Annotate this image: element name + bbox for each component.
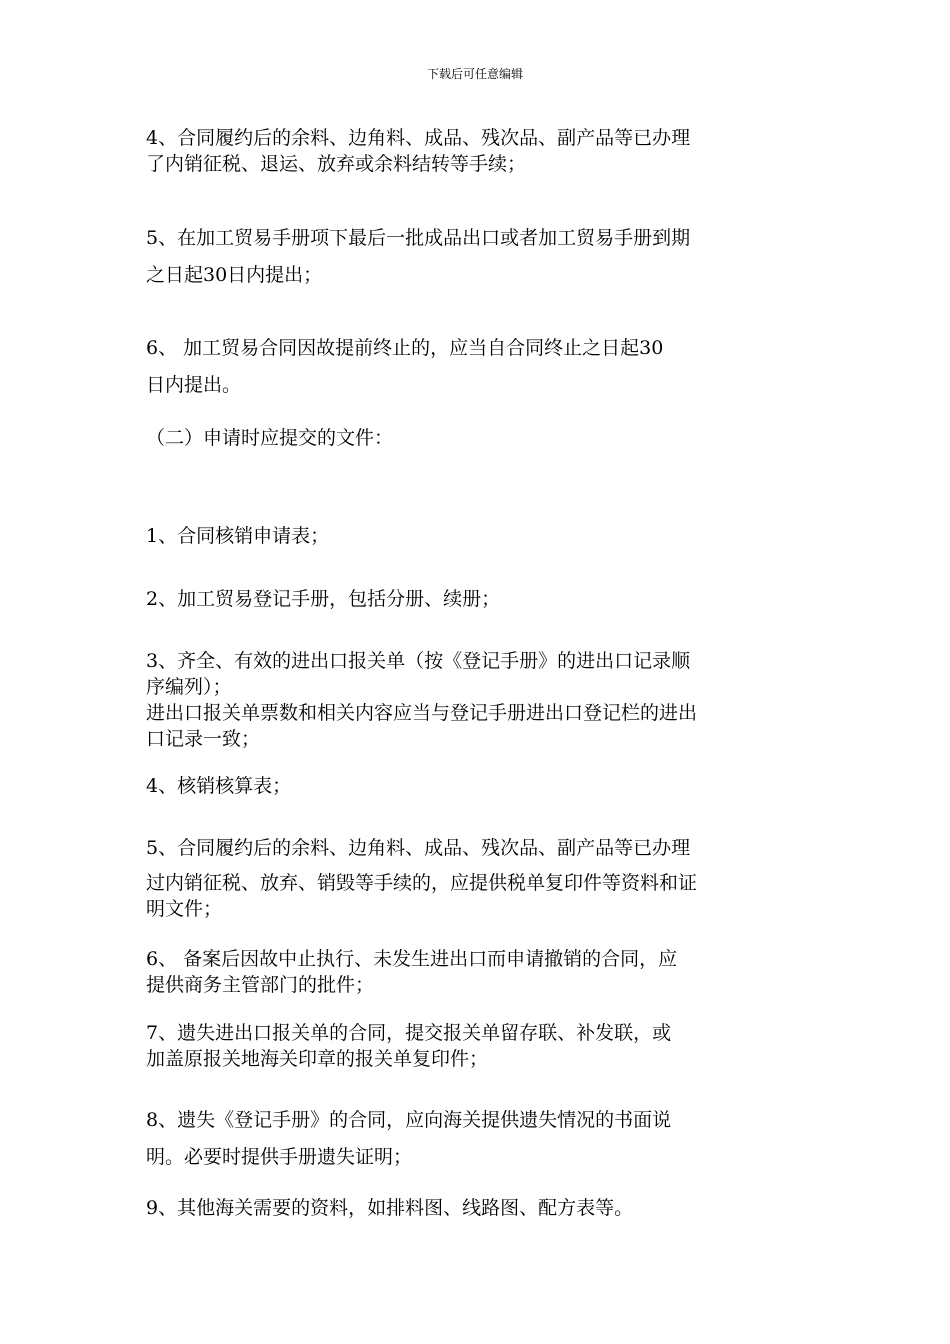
text-line: 5、合同履约后的余料、边角料、成品、残次品、副产品等已办理 (146, 837, 691, 859)
text-line: 8、遗失《登记手册》的合同，应向海关提供遗失情况的书面说 (146, 1109, 672, 1131)
text-line: 3、齐全、有效的进出口报关单（按《登记手册》的进出口记录顺 (146, 650, 691, 672)
item-8-lost-manual (146, 1107, 816, 1170)
text-line: 加盖原报关地海关印章的报关单复印件； (146, 1048, 489, 1070)
text-line: 6、 备案后因故中止执行、未发生进出口而申请撤销的合同，应 (146, 948, 678, 970)
text-line: 过内销征税、放弃、销毁等手续的，应提供税单复印件等资料和证 (146, 872, 698, 894)
item-9-other-materials (146, 1195, 816, 1221)
paragraph-5-deadline (146, 225, 816, 288)
item-4-verification-table (146, 773, 816, 799)
item-1-application-form (146, 523, 816, 549)
text-line: 日内提出。 (146, 374, 242, 396)
text-line: 序编列）； (146, 676, 232, 698)
text-line: 4、合同履约后的余料、边角料、成品、残次品、副产品等已办理 (146, 127, 691, 149)
text-line: 口记录一致； (146, 728, 261, 750)
text-line: 9、其他海关需要的资料，如排料图、线路图、配方表等。 (146, 1197, 634, 1219)
item-5-tax-documents (146, 835, 816, 922)
paragraph-4-leftover-materials (146, 125, 816, 177)
text-line: 进出口报关单票数和相关内容应当与登记手册进出口登记栏的进出 (146, 702, 698, 724)
section-heading-documents (146, 425, 816, 451)
text-line: 了内销征税、退运、放弃或余料结转等手续； (146, 153, 527, 175)
text-line: 提供商务主管部门的批件； (146, 974, 375, 996)
item-7-lost-declarations (146, 1020, 816, 1072)
text-line: 之日起30日内提出； (146, 264, 323, 286)
text-line: 明。必要时提供手册遗失证明； (146, 1146, 413, 1168)
text-line: 5、在加工贸易手册项下最后一批成品出口或者加工贸易手册到期 (146, 227, 691, 249)
text-line: 7、遗失进出口报关单的合同，提交报关单留存联、补发联，或 (146, 1022, 672, 1044)
text-line: 明文件； (146, 898, 223, 920)
text-line: 2、加工贸易登记手册，包括分册、续册； (146, 588, 501, 610)
text-line: 4、核销核算表； (146, 775, 292, 797)
paragraph-6-early-termination (146, 335, 816, 398)
text-line: （二）申请时应提交的文件： (146, 427, 394, 449)
page-header: 下载后可任意编辑 (426, 67, 523, 81)
item-6-revocation-approval (146, 946, 816, 998)
text-line: 6、 加工贸易合同因故提前终止的，应当自合同终止之日起30 (146, 337, 664, 359)
item-2-registration-manual (146, 586, 816, 612)
text-line: 1、合同核销申请表； (146, 525, 330, 547)
item-3-customs-declarations (146, 648, 816, 752)
